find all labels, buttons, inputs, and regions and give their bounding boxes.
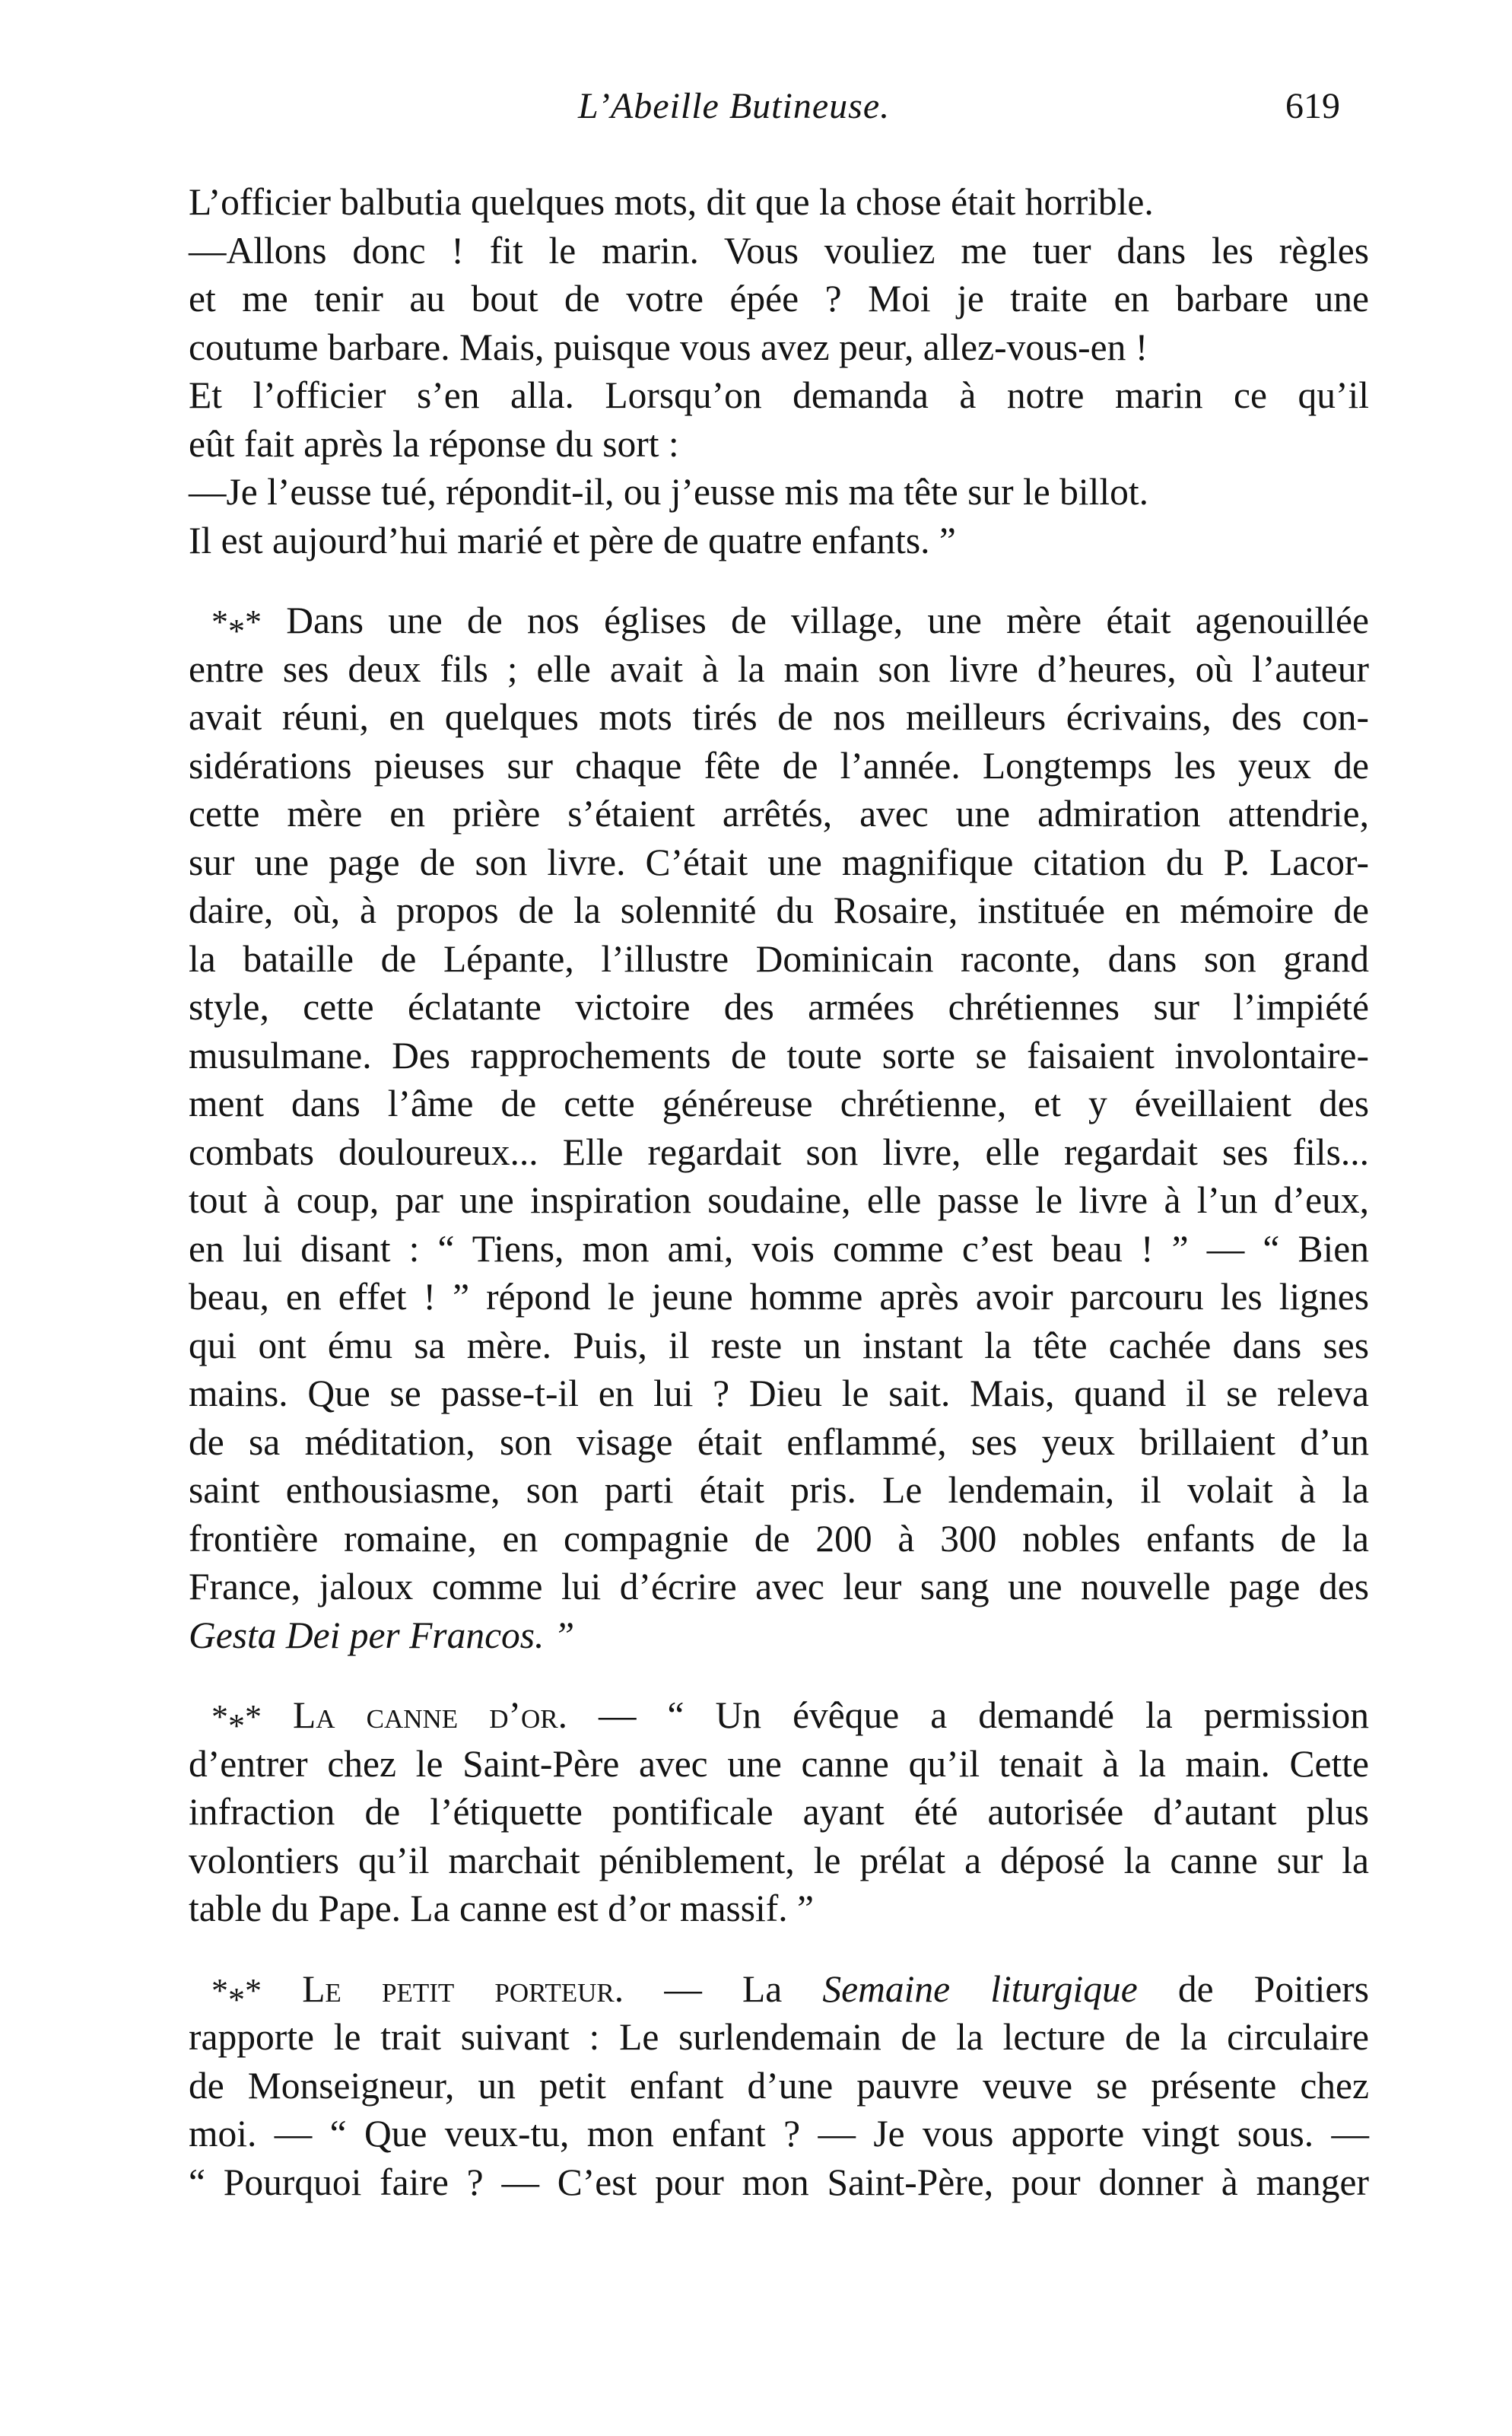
text-line: style, cette éclatante victoire des armées chrétiennes sur l’impiété — [189, 986, 1369, 1028]
text-line: frontière romaine, en compagnie de 200 à 300 nobles enfants de la — [189, 1517, 1369, 1560]
page-number: 619 — [1285, 86, 1340, 126]
text-line: volontiers qu’il marchait péniblement, le prélat a déposé la canne sur la — [189, 1839, 1369, 1881]
text-line: —Je l’eusse tué, répondit-il, ou j’eusse mis ma tête sur le billot. — [189, 471, 1148, 513]
asterism: *** — [211, 1698, 262, 1744]
text-line: eût fait après la réponse du sort : — [189, 422, 679, 465]
text-line: moi. — “ Que veux-tu, mon enfant ? — Je vous apporte vingt sous. — — [189, 2113, 1369, 2155]
text-line: L’officier balbutia quelques mots, dit que la chose était horrible. — [189, 181, 1154, 223]
text-line: ment dans l’âme de cette généreuse chrétienne, et y éveillaient des — [189, 1083, 1369, 1124]
text-line: —Allons donc ! fit le marin. Vous vouliez me tuer dans les règles — [189, 229, 1369, 272]
text-line: tout à coup, par une inspiration soudaine, elle passe le livre à l’un d’eux, — [189, 1179, 1369, 1221]
text-line: mains. Que se passe-t-il en lui ? Dieu le sait. Mais, quand il se releva — [189, 1372, 1369, 1414]
body-text — [189, 178, 1369, 2206]
asterism: *** — [211, 1971, 262, 2018]
text-line: et me tenir au bout de votre épée ? Moi je traite en barbare une — [189, 278, 1369, 320]
text-line: avait réuni, en quelques mots tirés de nos meilleurs écrivains, des con- — [189, 696, 1369, 738]
text-line: rapporte le trait suivant : Le surlendemain de la lecture de la circulaire — [189, 2016, 1369, 2058]
text-line: entre ses deux fils ; elle avait à la main son livre d’heures, où l’auteur — [189, 647, 1369, 690]
text-line: qui ont ému sa mère. Puis, il reste un instant la tête cachée dans ses — [189, 1324, 1369, 1366]
text-line: sidérations pieuses sur chaque fête de l’année. Longtemps les yeux de — [189, 744, 1369, 787]
section-heading: Le petit porteur. — [302, 1967, 624, 2010]
text-line: Il est aujourd’hui marié et père de quatre enfants. ” — [189, 519, 956, 561]
text-line: *** Le petit porteur. — La Semaine liturgique de Poitiers — [211, 1967, 1370, 2018]
asterism: *** — [211, 603, 262, 650]
text-line: cette mère en prière s’étaient arrêtés, avec une admiration attendrie, — [189, 793, 1369, 835]
text-line: sur une page de son livre. C’était une magnifique citation du P. Lacor- — [189, 841, 1369, 883]
text-line: beau, en effet ! ” répond le jeune homme après avoir parcouru les lignes — [189, 1276, 1369, 1318]
text-line: la bataille de Lépante, l’illustre Dominicain raconte, dans son grand — [189, 937, 1369, 980]
text-line: saint enthousiasme, son parti était pris. Le lendemain, il volait à la — [189, 1469, 1369, 1511]
text-line: *** La canne d’or. — “ Un évêque a demandé la permission — [211, 1694, 1370, 1744]
text-line: de sa méditation, son visage était enflammé, ses yeux brillaient d’un — [189, 1420, 1369, 1463]
section-heading: La canne d’or. — [293, 1694, 567, 1736]
text-line: d’entrer chez le Saint-Père avec une canne qu’il tenait à la main. Cette — [189, 1742, 1369, 1785]
page-header — [0, 85, 1512, 138]
text-line: de Monseigneur, un petit enfant d’une pauvre veuve se présente chez — [189, 2064, 1369, 2107]
text-line: Gesta Dei per Francos. ” — [189, 1614, 575, 1656]
text-line: musulmane. Des rapprochements de toute sorte se faisaient involontaire- — [189, 1034, 1369, 1076]
text-line: en lui disant : “ Tiens, mon ami, vois comme c’est beau ! ” — “ Bien — [189, 1227, 1369, 1270]
text-line: “ Pourquoi faire ? — C’est pour mon Saint-Père, pour donner à manger — [189, 2161, 1369, 2203]
text-line: daire, où, à propos de la solennité du Rosaire, instituée en mémoire de — [189, 889, 1369, 931]
text-line: France, jaloux comme lui d’écrire avec leur sang une nouvelle page des — [189, 1566, 1369, 1608]
text-line: Et l’officier s’en alla. Lorsqu’on demanda à notre marin ce qu’il — [189, 374, 1369, 416]
journal-title: Semaine liturgique — [822, 1967, 1138, 2010]
text-line: combats douloureux... Elle regardait son livre, elle regardait ses fils... — [189, 1131, 1369, 1173]
text-line: *** Dans une de nos églises de village, une mère était agenouillée — [211, 599, 1369, 650]
running-title: L’Abeille Butineuse. — [578, 86, 891, 126]
text-line: table du Pape. La canne est d’or massif. ” — [189, 1887, 814, 1929]
text-line: coutume barbare. Mais, puisque vous avez peur, allez-vous-en ! — [189, 326, 1148, 368]
text-line: infraction de l’étiquette pontificale ayant été autorisée d’autant plus — [189, 1791, 1369, 1833]
